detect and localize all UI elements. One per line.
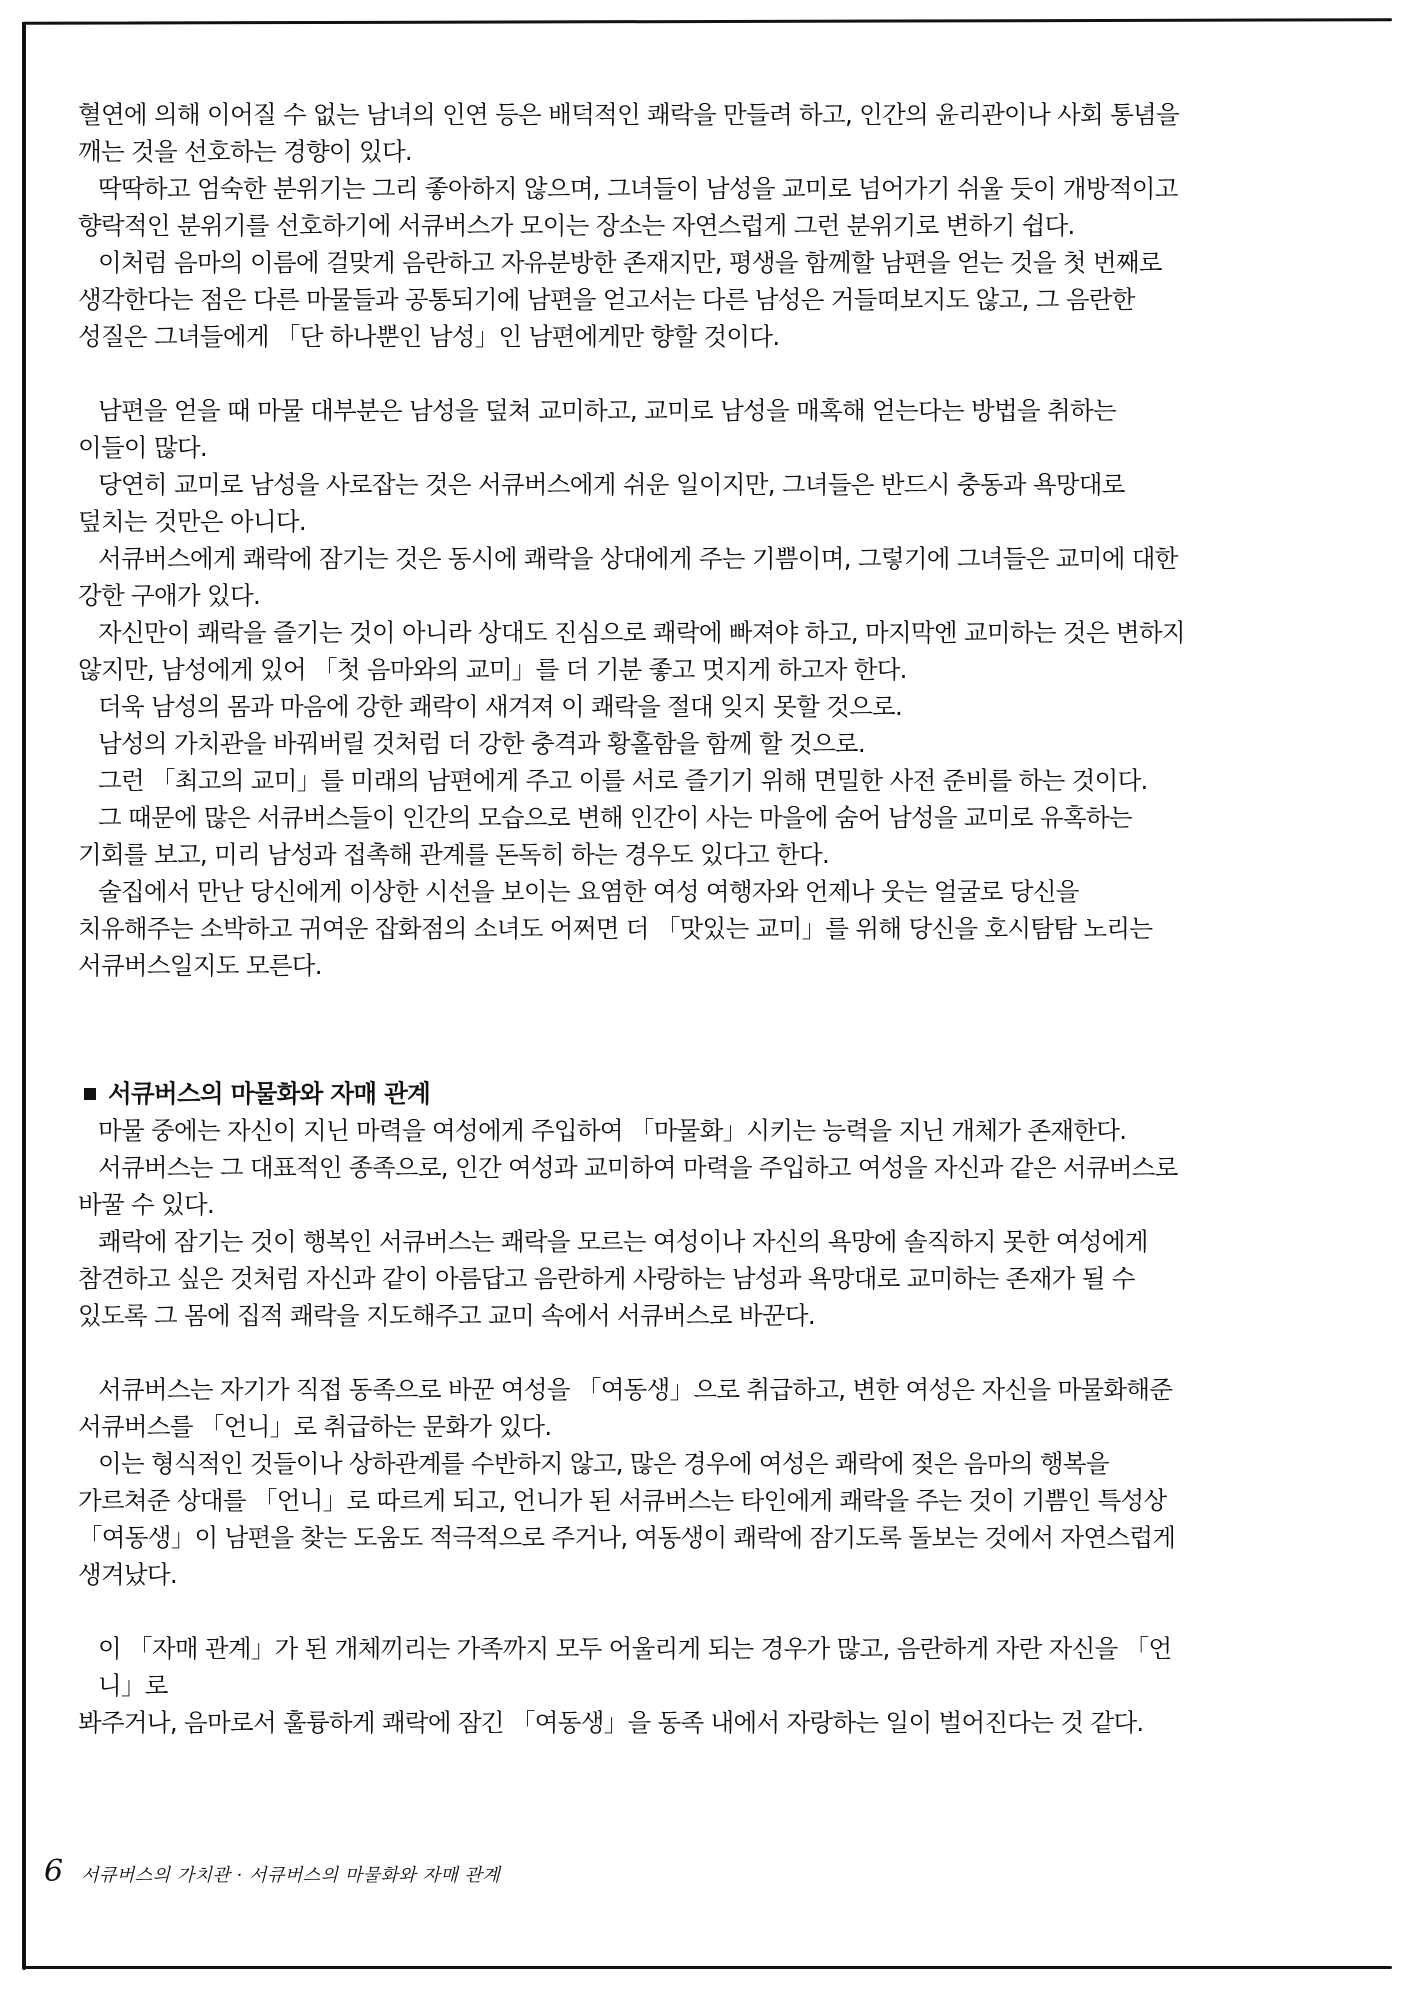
text-line: 그런 「최고의 교미」를 미래의 남편에게 주고 이를 서로 즐기기 위해 면밀한 사전 준비를 하는 것이다. [98,766,1148,795]
text-line: 생각한다는 점은 다른 마물들과 공통되기에 남편을 얻고서는 다른 남성은 거들떠보지도 않고, 그 음란한 [78,285,1135,314]
text-line: 강한 구애가 있다. [78,581,261,610]
paragraph-gap [78,1593,1198,1630]
text-line: 이 「자매 관계」가 된 개체끼리는 가족까지 모두 어울리게 되는 경우가 많고, 음란하게 자란 자신을 「언니」로 [98,1634,1172,1700]
text-line: 기회를 보고, 미리 남성과 접촉해 관계를 돈독히 하는 경우도 있다고 한다. [78,840,830,869]
text-line: 덮치는 것만은 아니다. [78,507,306,536]
page-number: 6 [44,1854,64,1889]
page-footer [44,1854,500,1888]
text-line: 성질은 그녀들에게 「단 하나뿐인 남성」인 남편에게만 향할 것이다. [78,322,780,351]
page-frame-bottom [22,1966,1392,1969]
text-line: 술집에서 만난 당신에게 이상한 시선을 보이는 요염한 여성 여행자와 언제나 웃는 얼굴로 당신을 [98,877,1079,906]
text-line: 않지만, 남성에게 있어 「첫 음마와의 교미」를 더 기분 좋고 멋지게 하고자 한다. [78,655,907,684]
text-line: 남성의 가치관을 바꿔버릴 것처럼 더 강한 충격과 황홀함을 함께 할 것으로. [98,729,865,758]
text-line: 자신만이 쾌락을 즐기는 것이 아니라 상대도 진심으로 쾌락에 빠져야 하고, 마지막엔 교미하는 것은 변하지 [98,618,1185,647]
body-text [78,96,1198,1741]
text-line: 향락적인 분위기를 선호하기에 서큐버스가 모이는 장소는 자연스럽게 그런 분위기로 변하기 쉽다. [78,211,1075,240]
text-line: 당연히 교미로 남성을 사로잡는 것은 서큐버스에게 쉬운 일이지만, 그녀들은 반드시 충동과 욕망대로 [98,470,1125,499]
text-line: 「여동생」이 남편을 찾는 도움도 적극적으로 주거나, 여동생이 쾌락에 잠기도록 돌보는 것에서 자연스럽게 [78,1523,1176,1552]
text-line: 남편을 얻을 때 마물 대부분은 남성을 덮쳐 교미하고, 교미로 남성을 매혹해 얻는다는 방법을 취하는 [98,396,1116,425]
page-frame-left [22,22,26,1970]
text-line: 서큐버스는 그 대표적인 종족으로, 인간 여성과 교미하여 마력을 주입하고 여성을 자신과 같은 서큐버스로 [98,1153,1178,1182]
text-line: 이는 형식적인 것들이나 상하관계를 수반하지 않고, 많은 경우에 여성은 쾌락에 젖은 음마의 행복을 [98,1449,1109,1478]
footer-title: 서큐버스의 가치관 · 서큐버스의 마물화와 자매 관계 [81,1865,501,1886]
text-line: 그 때문에 많은 서큐버스들이 인간의 모습으로 변해 인간이 사는 마을에 숨어 남성을 교미로 유혹하는 [98,803,1132,832]
text-line: 깨는 것을 선호하는 경향이 있다. [78,137,413,166]
text-line: 있도록 그 몸에 집적 쾌락을 지도해주고 교미 속에서 서큐버스로 바꾼다. [78,1301,815,1330]
text-line: 참견하고 싶은 것처럼 자신과 같이 아름답고 음란하게 사랑하는 남성과 욕망대로 교미하는 존재가 될 수 [78,1264,1135,1293]
text-line: 혈연에 의해 이어질 수 없는 남녀의 인연 등은 배덕적인 쾌락을 만들려 하고, 인간의 윤리관이나 사회 통념을 [78,100,1179,129]
text-line: 치유해주는 소박하고 귀여운 잡화점의 소녀도 어쩌면 더 「맛있는 교미」를 위해 당신을 호시탐탐 노리는 [78,914,1153,943]
text-line: 서큐버스에게 쾌락에 잠기는 것은 동시에 쾌락을 상대에게 주는 기쁨이며, 그렇기에 그녀들은 교미에 대한 [98,544,1178,573]
text-line: 바꿀 수 있다. [78,1190,215,1219]
text-line: 봐주거나, 음마로서 훌륭하게 쾌락에 잠긴 「여동생」을 동족 내에서 자랑하는 일이 벌어진다는 것 같다. [78,1708,1144,1737]
page-frame-top [22,18,1392,25]
text-line: 쾌락에 잠기는 것이 행복인 서큐버스는 쾌락을 모르는 여성이나 자신의 욕망에 솔직하지 못한 여성에게 [98,1227,1148,1256]
text-line: 딱딱하고 엄숙한 분위기는 그리 좋아하지 않으며, 그녀들이 남성을 교미로 넘어가기 쉬울 듯이 개방적이고 [98,174,1178,203]
text-line: 이처럼 음마의 이름에 걸맞게 음란하고 자유분방한 존재지만, 평생을 함께할 남편을 얻는 것을 첫 번째로 [98,248,1162,277]
text-line: 생겨났다. [78,1560,177,1589]
section-gap [78,984,1198,1075]
text-line: 서큐버스일지도 모른다. [78,951,322,980]
text-line: 이들이 많다. [78,433,208,462]
square-bullet-icon [84,1088,96,1100]
section-heading [78,1075,1198,1112]
text-line: 마물 중에는 자신이 지닌 마력을 여성에게 주입하여 「마물화」시키는 능력을 지닌 개체가 존재한다. [98,1116,1127,1145]
paragraph-gap [78,1334,1198,1371]
paragraph-gap [78,355,1198,392]
text-line: 가르쳐준 상대를 「언니」로 따르게 되고, 언니가 된 서큐버스는 타인에게 쾌락을 주는 것이 기쁨인 특성상 [78,1486,1167,1515]
text-line: 더욱 남성의 몸과 마음에 강한 쾌락이 새겨져 이 쾌락을 절대 잊지 못할 것으로. [98,692,903,721]
section-heading-text: 서큐버스의 마물화와 자매 관계 [108,1079,431,1108]
text-line: 서큐버스를 「언니」로 취급하는 문화가 있다. [78,1412,552,1441]
text-line: 서큐버스는 자기가 직접 동족으로 바꾼 여성을 「여동생」으로 취급하고, 변한 여성은 자신을 마물화해준 [98,1375,1173,1404]
